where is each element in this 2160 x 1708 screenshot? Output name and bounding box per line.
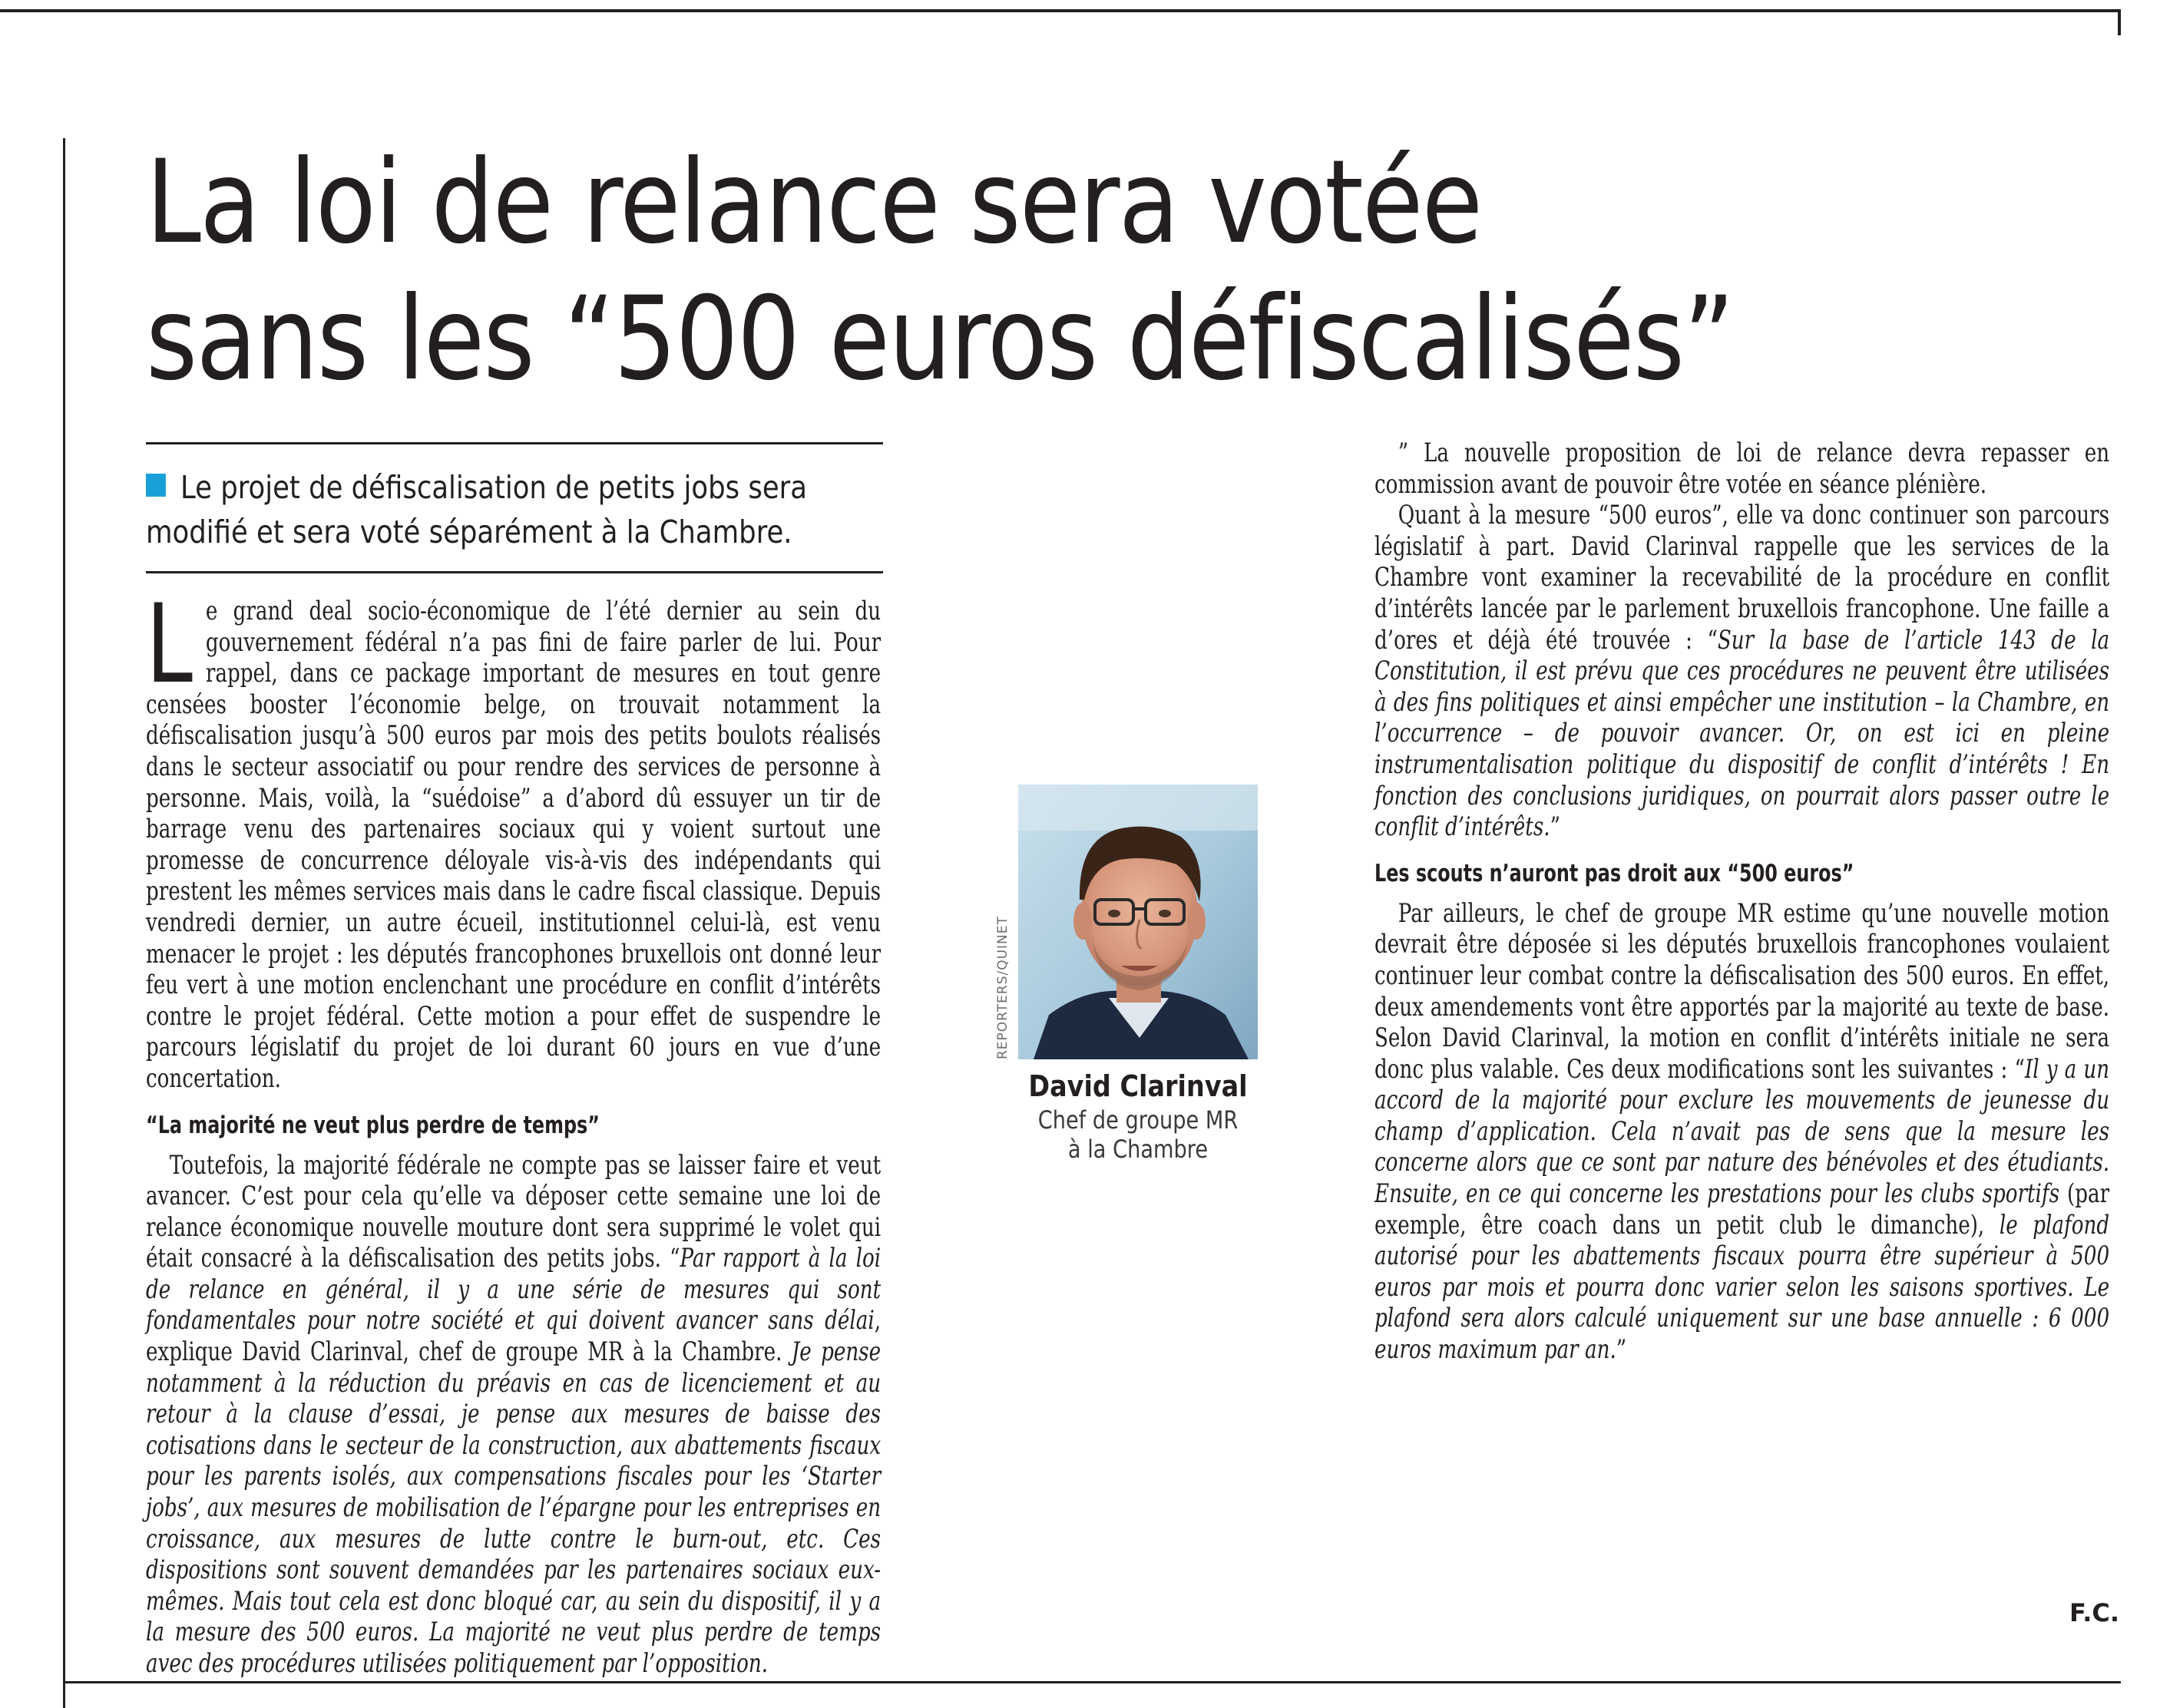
caption-role (1017, 1105, 1259, 1164)
subheading-scouts: Les scouts n’auront pas droit aux “500 euros” (1374, 859, 1854, 887)
bottom-rule (63, 1681, 2121, 1683)
lead-bottom-rule (146, 571, 883, 573)
paragraph-faille (1374, 500, 2109, 843)
body-column-right (1374, 438, 2109, 1366)
lead-text: Le projet de défiscalisation de petits jobs sera modifié et sera voté séparément à la Chambre. (146, 469, 807, 550)
caption-role-line-1: Chef de groupe MR (1037, 1105, 1239, 1135)
corner-tick (2118, 9, 2121, 35)
article-lead (146, 465, 883, 554)
subheading-majorite: “La majorité ne veut plus perdre de temps” (146, 1111, 600, 1139)
headline-line-1: La loi de relance sera votée (146, 136, 1482, 269)
text-run: ” La nouvelle proposition de loi de relance devra repasser en commission avant de pouvoir être votée en séance plénière. (1374, 438, 2110, 500)
text-run: ” (1550, 811, 1560, 843)
caption-role-line-2: à la Chambre (1067, 1135, 1209, 1164)
paragraph-par-ailleurs (1374, 898, 2109, 1366)
author-signature: F.C. (2069, 1598, 2119, 1627)
article-headline (146, 134, 1734, 408)
blue-square-icon (146, 474, 166, 497)
text-run: ” (1616, 1334, 1627, 1366)
quote-run: Je pense notamment à la réduction du préavis en cas de licenciement et au retour à la clause d’essai, je pense aux mesures de baisse des cotisations dans le secteur de la construction, aux abattements fiscaux pour les parents isolés, aux compensations fiscales pour les ‘Starter jobs’, aux mesures de mobilisation de l’épargne pour les entreprises en croissance, aux mesures de lutte contre le burn-out, etc. Ces dispositions sont souvent demandées par les partenaires sociaux eux-mêmes. Mais tout cela est donc bloqué car, au sein du dispositif, il y a la mesure des 500 euros. La majorité ne veut plus perdre de temps avec des procédures utilisées politiquement par l’opposition. (146, 1336, 882, 1679)
headline-line-2: sans les “500 euros défiscalisés” (146, 273, 1734, 406)
drop-cap: L (146, 581, 193, 708)
quote-run: Par rapport à la loi de relance en général, il y a une série de mesures qui sont fondamentales pour notre société et qui doivent avancer sans délai (146, 1243, 882, 1336)
text-run: , explique David Clarinval, chef de groupe MR à la Chambre. (146, 1305, 882, 1368)
photo-credit: REPORTERS/QUINET (995, 916, 1011, 1059)
text-run: (par exemple, être coach dans un petit club le dimanche), (1374, 1178, 2110, 1241)
text-run: Quant à la mesure “500 euros”, elle va donc continuer son parcours législatif à part. David Clarinval rappelle que les services de la Chambre vont examiner la recevabilité de la procédure en conflit d’intérêts lancée par le parlement bruxellois francophone. Une faille a d’ores et déjà été trouvée : “ (1374, 500, 2110, 656)
lead-top-rule (146, 442, 883, 444)
paragraph-toutefois (146, 1150, 881, 1680)
quote-run: le plafond autorisé pour les abattements fiscaux pourra être supérieur à 500 euros par mois et pourra donc varier selon les saisons sportives. Le plafond sera alors calculé uniquement sur une base annuelle : 6 000 euros maximum par an. (1374, 1209, 2110, 1366)
quote-run: Il y a un accord de la majorité pour exclure les mouvements de jeunesse du champ d’application. Cela n’avait pas de sens que la mesure les concerne alors que ce sont par nature des bénévoles et des étudiants. Ensuite, en ce qui concerne les prestations pour les clubs sportifs (1374, 1053, 2110, 1210)
text-run: Toutefois, la majorité fédérale ne compte pas se laisser faire et veut avancer. C’est pour cela qu’elle va déposer cette semaine une loi de relance économique nouvelle mouture dont sera supprimé le volet qui était consacré à la défiscalisation des petits jobs. “ (146, 1149, 882, 1274)
text-run: Par ailleurs, le chef de groupe MR estime qu’une nouvelle motion devrait être déposée si les députés bruxellois francophones voulaient continuer leur combat contre la défiscalisation des 500 euros. En effet, deux amendements vont être apportés par la majorité au texte de base. Selon David Clarinval, la motion en conflit d’intérêts initiale ne sera donc plus valable. Ces deux modifications sont les suivantes : “ (1374, 897, 2110, 1085)
portrait-illustration (1018, 785, 1258, 1059)
caption-name: David Clarinval (1028, 1069, 1248, 1103)
paragraph-intro-text: e grand deal socio-économique de l’été dernier au sein du gouvernement fédéral n’a pas fini de faire parler de lui. Pour rappel, dans ce package important de mesures en tout genre censées booster l’économie belge, on trouvait notamment la défiscalisation jusqu’à 500 euros par mois des petits boulots réalisés dans le secteur associatif ou pour rendre des services de personne à personne. Mais, voilà, la “suédoise” a d’abord dû essuyer un tir de barrage venu des partenaires sociaux qui y voient surtout une promesse de concurrence déloyale vis-à-vis des indépendants qui prestent les mêmes services mais dans le cadre fiscal classique. Depuis vendredi dernier, un autre écueil, institutionnel celui-là, est venu menacer le projet : les députés francophones bruxellois ont donné leur feu vert à une motion enclenchant une procédure en conflit d’intérêts contre le projet fédéral. Cette motion a pour effet de suspendre le parcours législatif du projet de loi durant 60 jours en vue d’une concertation. (146, 596, 882, 1094)
left-margin-rule (63, 138, 65, 1708)
quote-run: Sur la base de l’article 143 de la Constitution, il est prévu que ces procédures ne peuvent être utilisées à des fins politiques et ainsi empêcher une institution – la Chambre, en l’occurrence – de pouvoir avancer. Or, on est ici en pleine instrumentalisation politique du dispositif de conflit d’intérêts ! En fonction des conclusions juridiques, on pourrait alors passer outre le conflit d’intérêts. (1374, 624, 2110, 843)
paragraph-intro (146, 581, 882, 1095)
top-rule (0, 9, 2119, 12)
paragraph-quant (1374, 438, 2109, 500)
portrait-photo (1018, 785, 1258, 1059)
body-column-left (146, 581, 882, 1680)
